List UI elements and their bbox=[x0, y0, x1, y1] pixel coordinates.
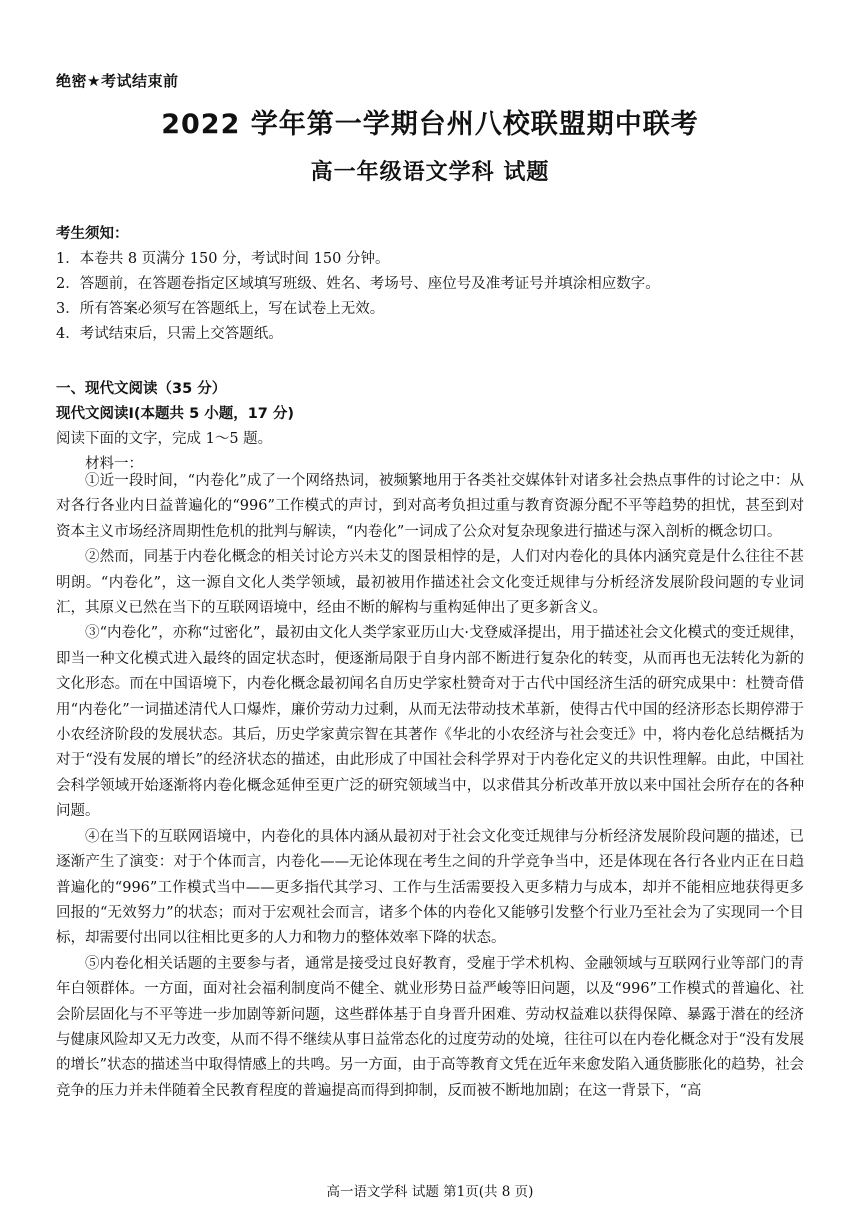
page-footer: 高一语文学科 试题 第1页(共 8 页) bbox=[326, 1184, 534, 1200]
notice-item: 2．答题前，在答题卷指定区域填写班级、姓名、考场号、座位号及准考证号并填涂相应数字。 bbox=[56, 276, 660, 292]
confidential-label: 绝密★考试结束前 bbox=[56, 72, 179, 90]
exam-title: 2022 学年第一学期台州八校联盟期中联考 bbox=[161, 109, 699, 140]
passage-body bbox=[56, 469, 804, 1104]
paragraph: ④在当下的互联网语境中，内卷化的具体内涵从最初对于社会文化变迁规律与分析经济发展阶段问题的描述，已逐渐产生了演变：对于个体而言，内卷化——无论体现在考生之间的升学竞争当中，还是体现在各行各业内正在日趋普遍化的“996”工作模式当中——更多指代其学习、工作与生活需要投入更多精力与成本，却并不能相应地获得更多回报的“无效努力”的状态；而对于宏观社会而言，诸多个体的内卷化又能够引发整个行业乃至社会为了实现同一个目标，却需要付出同以往相比更多的人力和物力的整体效率下降的状态。 bbox=[56, 828, 804, 947]
exam-subtitle: 高一年级语文学科 试题 bbox=[310, 160, 550, 185]
candidate-notice bbox=[56, 222, 804, 347]
paragraph: ①近一段时间，“内卷化”成了一个网络热词，被频繁地用于各类社交媒体针对诸多社会热点事件的讨论之中：从对各行各业内日益普遍化的“996”工作模式的声讨，到对高考负担过重与教育资源分配不平等趋势的担忧，甚至到对资本主义市场经济周期性危机的批判与解读，“内卷化”一词成了公众对复杂现象进行描述与深入剖析的概念切口。 bbox=[56, 473, 804, 540]
material-label: 材料一： bbox=[85, 456, 143, 472]
reading-section-header bbox=[56, 377, 804, 477]
notice-heading: 考生须知： bbox=[56, 226, 129, 242]
paragraph: ⑤内卷化相关话题的主要参与者，通常是接受过良好教育，受雇于学术机构、金融领域与互联网行业等部门的青年白领群体。一方面，面对社会福利制度尚不健全、就业形势日益严峻等旧问题，以及“996”工作模式的普遍化、社会阶层固化与不平等进一步加剧等新问题，这些群体基于自身晋升困难、劳动权益难以获得保障、暴露于潜在的经济与健康风险却又无力改变，从而不得不继续从事日益常态化的过度劳动的处境，往往可以在内卷化概念对于“没有发展的增长”状态的描述当中取得情感上的共鸣。另一方面，由于高等教育文凭在近年来愈发陷入通货膨胀化的趋势，社会竞争的压力并未伴随着全民教育程度的普遍提高而得到抑制，反而被不断地加剧；在这一背景下，“高 bbox=[56, 955, 804, 1099]
paragraph: ②然而，同基于内卷化概念的相关讨论方兴未艾的图景相悖的是，人们对内卷化的具体内涵究竟是什么往往不甚明朗。“内卷化”，这一源自文化人类学领域，最初被用作描述社会文化变迁规律与分析经济发展阶段问题的专业词汇，其原义已然在当下的互联网语境中，经由不断的解构与重构延伸出了更多新含义。 bbox=[56, 549, 804, 617]
sub-heading: 现代文阅读Ⅰ(本题共 5 小题，17 分) bbox=[56, 406, 295, 422]
notice-item: 1．本卷共 8 页满分 150 分，考试时间 150 分钟。 bbox=[56, 251, 390, 267]
notice-item: 4．考试结束后，只需上交答题纸。 bbox=[56, 326, 283, 342]
instruction: 阅读下面的文字，完成 1～5 题。 bbox=[56, 431, 273, 447]
part-heading: 一、现代文阅读（35 分） bbox=[56, 381, 227, 397]
notice-item: 3．所有答案必须写在答题纸上，写在试卷上无效。 bbox=[56, 301, 385, 317]
paragraph: ③“内卷化”，亦称“过密化”，最初由文化人类学家亚历山大·戈登威泽提出，用于描述社会文化模式的变迁规律，即当一种文化模式进入最终的固定状态时，便逐渐局限于自身内部不断进行复杂化的转变，从而再也无法转化为新的文化形态。而在中国语境下，内卷化概念最初闻名自历史学家杜赞奇对于古代中国经济生活的研究成果中：杜赞奇借用“内卷化”一词描述清代人口爆炸，廉价劳动力过剩，从而无法带动技术革新，使得古代中国的经济形态长期停滞于小农经济阶段的发展状态。其后，历史学家黄宗智在其著作《华北的小农经济与社会变迁》中，将内卷化总结概括为对于“没有发展的增长”的经济状态的描述，由此形成了中国社会科学界对于内卷化定义的共识性理解。由此，中国社会科学领域开始逐渐将内卷化概念延伸至更广泛的研究领域当中，以求借其分析改革开放以来中国社会所存在的各种问题。 bbox=[56, 625, 804, 820]
